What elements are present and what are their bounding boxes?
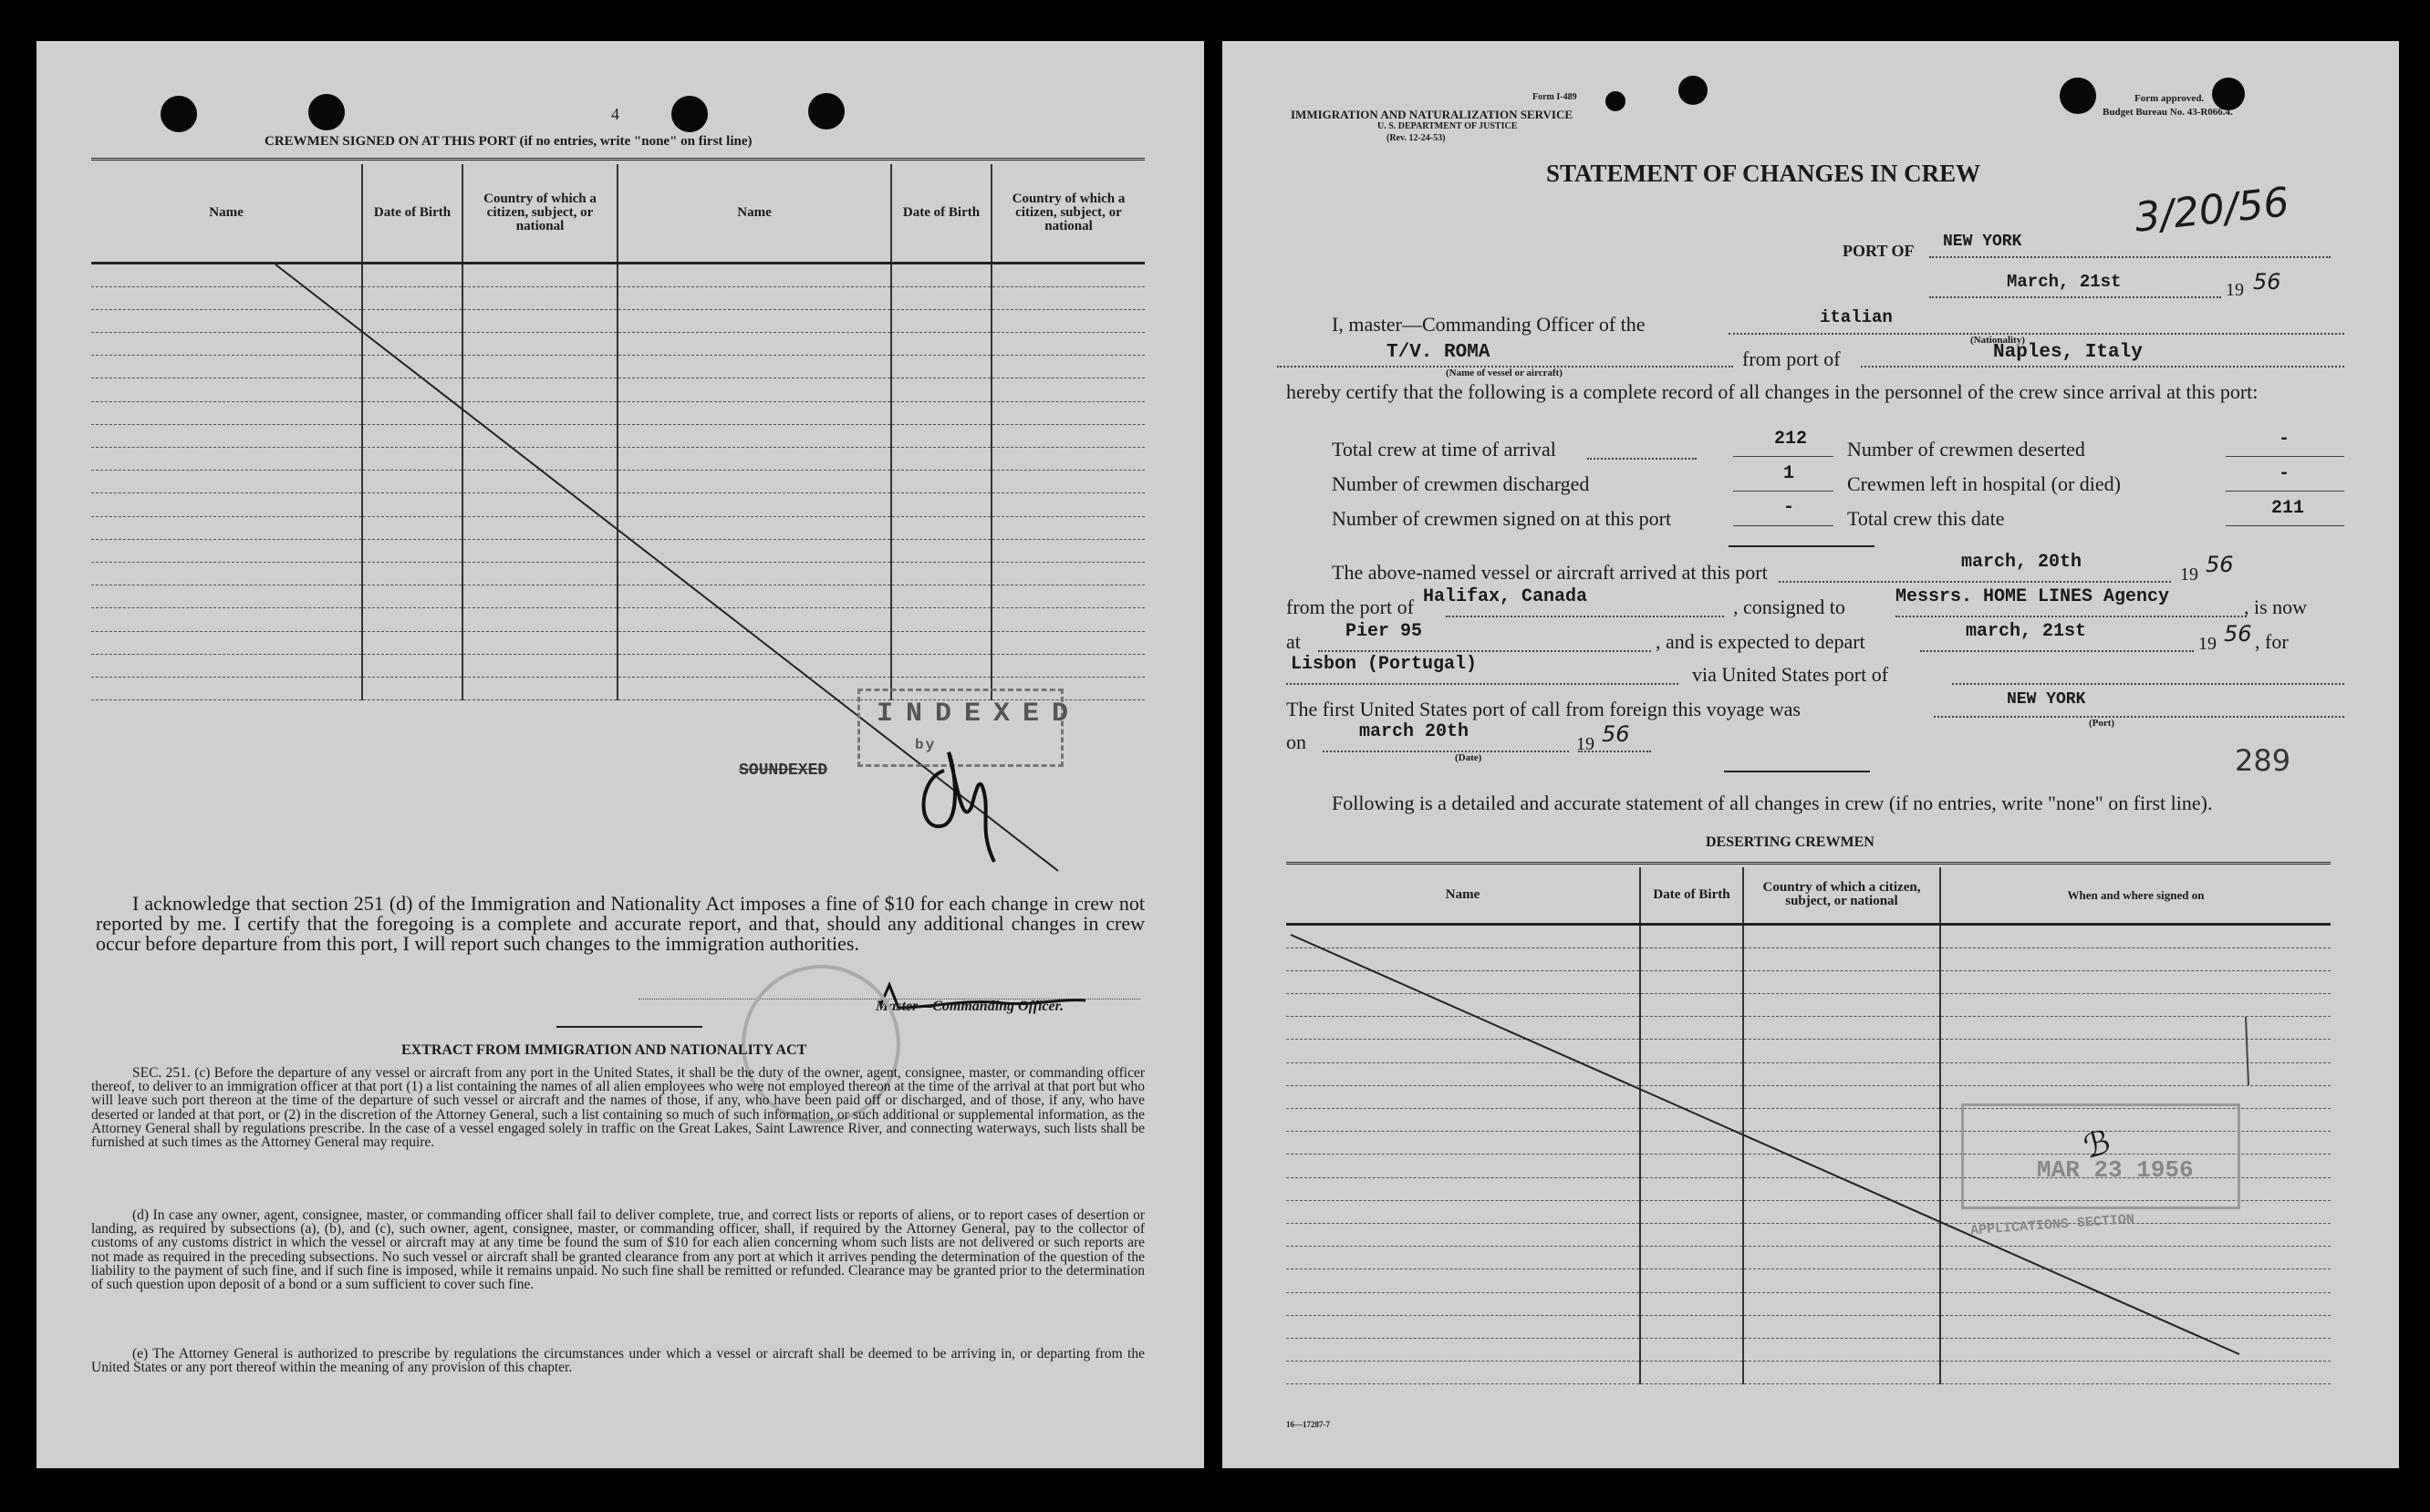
depart-date: march, 21st (1966, 621, 2087, 642)
strike-through-line (36, 41, 1204, 953)
on-date: march 20th (1359, 721, 1469, 742)
extract-section-e: (e) The Attorney General is authorized to prescribe by regulations the circumstances under which a vessel or aircraft shall be deemed to be arriving in, or departing from the United States or any port thereof within the meaning of any provision of this chapter. (91, 1346, 1145, 1376)
page-number: 4 (611, 105, 619, 123)
indexed-stamp-text: INDEXED (877, 699, 1082, 730)
port-of-value: NEW YORK (1943, 233, 2022, 251)
at-value: Pier 95 (1345, 621, 1423, 642)
nationality-caption: (Nationality) (1970, 335, 2025, 346)
deserting-title: DESERTING CREWMEN (1706, 834, 1874, 850)
following-text: Following is a detailed and accurate statement of all changes in crew (if no entries, write "none" on first line). (1332, 792, 2213, 814)
master-label: I, master—Commanding Officer of the (1332, 313, 1646, 336)
arrived-label: The above-named vessel or aircraft arrived at this port (1332, 561, 1768, 584)
col-name: Name (1286, 867, 1640, 924)
agency-name: IMMIGRATION AND NATURALIZATION SERVICE (1291, 108, 1573, 121)
arrived-year-prefix: 19 (2180, 564, 2198, 585)
indexed-stamp-by: by (915, 737, 937, 753)
col-country: Country of which a citizen, subject, or national (1743, 867, 1940, 924)
col-country: Country of which a citizen, subject, or national (462, 164, 618, 263)
footer-code: 16—17287-7 (1286, 1420, 1330, 1429)
extract-rule (556, 1026, 702, 1028)
extract-title: EXTRACT FROM IMMIGRATION AND NATIONALITY ACT (401, 1042, 807, 1058)
stamp-section: APPLICATIONS SECTION (1969, 1211, 2135, 1239)
acknowledgement-text: I acknowledge that section 251 (d) of the Immigration and Nationality Act imposes a fine of $10 for each change in crew not reported by me. I certify that the foregoing is a complete and accurate report, and that, should any additional changes in crew occur before departure from this port, I will report such changes to the immigration authorities. (96, 892, 1145, 955)
from-the-port-value: Halifax, Canada (1423, 586, 1588, 607)
left-page (36, 41, 1204, 1468)
stat-signed-on-value: - (1783, 497, 1795, 518)
stat-hospital-value: - (2279, 463, 2290, 484)
handwritten-number: 289 (2235, 743, 2291, 778)
port-of-label: PORT OF (1843, 242, 1915, 260)
depart-label: , and is expected to depart (1656, 630, 1865, 653)
soundexed-stamp: SOUNDEXED (739, 761, 828, 780)
stat-total-today-value: 211 (2271, 498, 2305, 519)
signature-label: Master—Commanding Officer. (876, 999, 1064, 1014)
stat-deserted-label: Number of crewmen deserted (1847, 438, 2085, 461)
department-name: U. S. DEPARTMENT OF JUSTICE (1377, 121, 1518, 131)
depart-year: 56 (2224, 621, 2252, 647)
vessel-caption: (Name of vessel or aircraft) (1446, 368, 1563, 378)
destination-value: Lisbon (Portugal) (1291, 654, 1478, 675)
nationality-value: italian (1820, 307, 1893, 327)
stamp-date: MAR 23 1956 (2037, 1156, 2194, 1184)
stat-discharged-value: 1 (1783, 463, 1795, 484)
form-title: STATEMENT OF CHANGES IN CREW (1546, 160, 1981, 187)
form-number: Form I-489 (1532, 92, 1577, 102)
first-port-label: The first United States port of call from foreign this voyage was (1286, 698, 1801, 720)
handwritten-date: 3/20/56 (2132, 179, 2291, 242)
col-dob: Date of Birth (1640, 867, 1743, 924)
budget-bureau: Budget Bureau No. 43-R066.4. (2103, 107, 2233, 118)
consigned-value: Messrs. HOME LINES Agency (1895, 586, 2170, 607)
col-country-2: Country of which a citizen, subject, or national (992, 164, 1145, 263)
stat-total-today-label: Total crew this date (1847, 507, 2005, 530)
form-revision: (Rev. 12-24-53) (1386, 133, 1446, 143)
extract-section-d: (d) In case any owner, agent, consignee, master, or commanding officer shall fail to deliver complete, true, and correct lists or reports of aliens, or to report cases of desertion or landing, as required by subsections (a), (b), and (c), such owner, agent, consignee, master, or commanding officer, shall, if required by the Attorney General, pay to the collector of customs of any customs district in which the vessel or aircraft may at any time be found the sum of $10 for each alien concerning whom such lists are not delivered or such reports are not made as required in the preceding subsections. No such vessel or aircraft shall be granted clearance from any port at which it arrives pending the determination of the question of the liability to the payment of such fine, and if such fine is imposed, while it remains unpaid. No such fine shall be remitted or refunded. Clearance may be granted prior to the determination of such question upon deposit of a bond or a sum sufficient to cover such fine. (91, 1207, 1145, 1293)
date-value: March, 21st (2007, 272, 2122, 292)
from-port-label: from port of (1742, 347, 1841, 370)
first-port-value: NEW YORK (2007, 690, 2086, 709)
on-year: 56 (1602, 721, 1630, 747)
port-caption: (Port) (2089, 718, 2115, 729)
year-prefix: 19 (2226, 280, 2244, 300)
stat-discharged-label: Number of crewmen discharged (1332, 472, 1590, 495)
col-name: Name (91, 164, 362, 263)
from-port-value: Naples, Italy (1993, 342, 2143, 363)
stat-deserted-value: - (2279, 429, 2290, 450)
col-name-2: Name (618, 164, 891, 263)
stat-total-arrival-label: Total crew at time of arrival (1332, 438, 1556, 461)
stamp-initials-icon: ℬ (2080, 1124, 2115, 1166)
year-value: 56 (2253, 269, 2281, 295)
consigned-label: , consigned to (1733, 595, 1845, 618)
col-dob: Date of Birth (362, 164, 462, 263)
left-title-note: (if no entries, write "none" on first line) (519, 134, 753, 149)
col-when-where: When and where signed on (1940, 867, 2331, 924)
left-title-text: CREWMEN SIGNED ON AT THIS PORT (265, 134, 516, 149)
certify-text: hereby certify that the following is a complete record of all changes in the personnel of the crew since arrival at this port: (1286, 380, 2259, 403)
at-label: at (1286, 630, 1301, 653)
on-year-prefix: 19 (1576, 734, 1594, 754)
is-now-label: , is now (2244, 595, 2308, 618)
from-the-port-label: from the port of (1286, 595, 1414, 618)
col-dob-2: Date of Birth (891, 164, 992, 263)
on-label: on (1286, 730, 1306, 753)
form-approved: Form approved. (2134, 93, 2205, 104)
right-page (1222, 41, 2399, 1468)
via-label: via United States port of (1692, 663, 1889, 686)
deserting-strike-line (1222, 41, 2399, 1468)
stat-total-arrival-value: 212 (1774, 429, 1808, 450)
date-caption: (Date) (1455, 752, 1482, 763)
stat-signed-on-label: Number of crewmen signed on at this port (1332, 507, 1672, 530)
extract-section-c: SEC. 251. (c) Before the departure of any vessel or aircraft from any port in the United States, it shall be the duty of the owner, agent, consignee, master, or commanding officer thereof, to deliver to an immigration officer at that port (1) a list containing the names of all alien employees who were not employed thereon at the time of the arrival at that port but who will leave such port thereon at the time of the departure of such vessel or aircraft and the names of those, if any, who have been paid off or discharged, and of those, if any, who have deserted or landed at that port, or (2) in the discretion of the Attorney General, such a list containing so much of such information, or such additional or supplemental information, as the Attorney General shall by regulations prescribe. In the case of a vessel engaged solely in traffic on the Great Lakes, Saint Lawrence River, and connecting waterways, such lists shall be furnished at such times as the Attorney General may require. (91, 1065, 1145, 1151)
arrived-year: 56 (2206, 552, 2234, 577)
vessel-value: T/V. ROMA (1386, 342, 1490, 363)
for-label: , for (2255, 630, 2289, 653)
depart-year-prefix: 19 (2198, 634, 2217, 654)
arrived-date: march, 20th (1961, 552, 2082, 573)
stat-hospital-label: Crewmen left in hospital (or died) (1847, 472, 2121, 495)
handwritten-initials (908, 734, 999, 871)
